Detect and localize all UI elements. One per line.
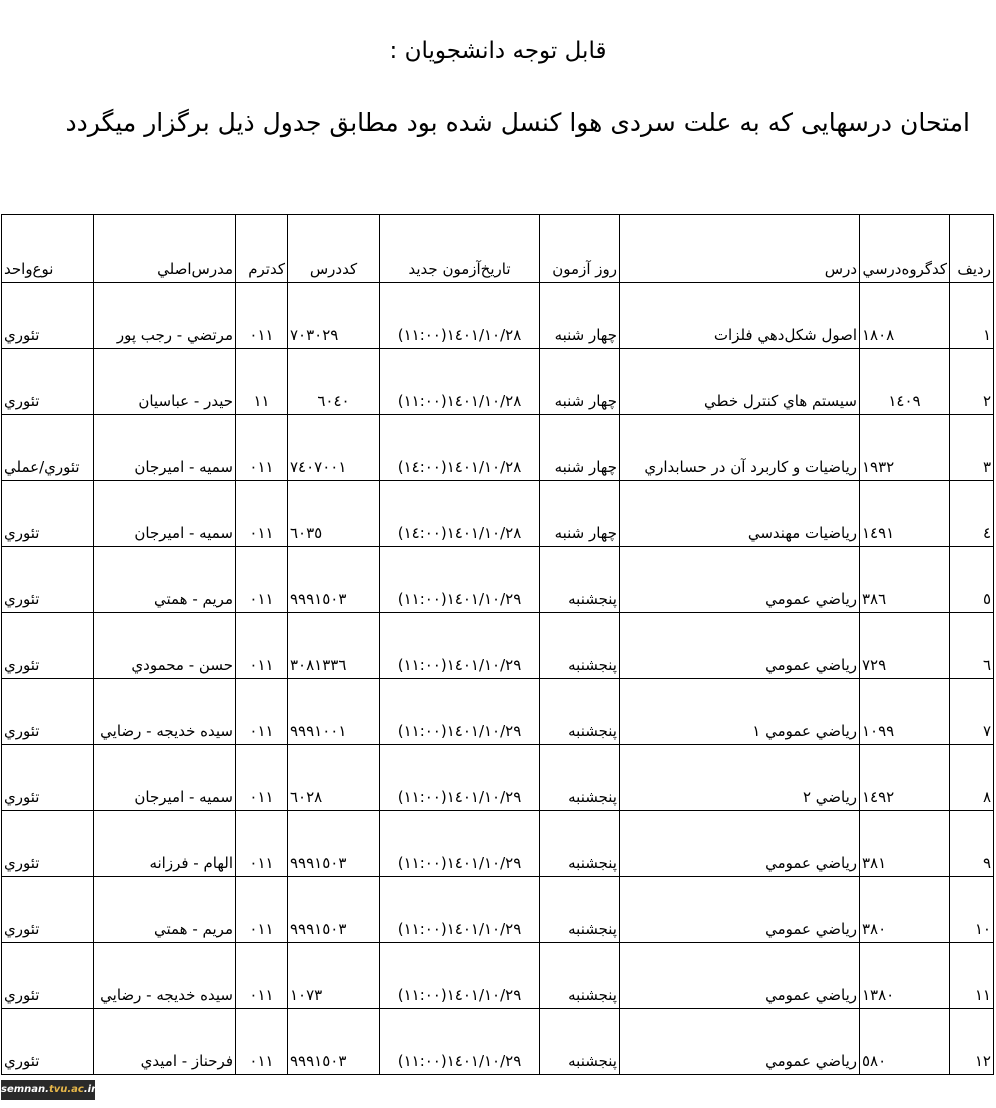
watermark-accent: tvu.ac — [48, 1084, 84, 1095]
cell-exam-day: پنجشنبه — [540, 613, 620, 679]
cell-new-exam-date: ١٤٠١/١٠/٢٨(١٤:٠٠) — [380, 415, 540, 481]
header-unit-type: نوع‌واحد — [2, 215, 94, 283]
cell-new-exam-date: ١٤٠١/١٠/٢٩(١١:٠٠) — [380, 679, 540, 745]
cell-course: رياضي عمومي — [620, 613, 860, 679]
cell-unit-type: تئوري/عملي — [2, 415, 94, 481]
cell-course-code: ٦٠٤٠ — [288, 349, 380, 415]
cell-unit-type: تئوري — [2, 811, 94, 877]
cell-exam-day: چهار شنبه — [540, 481, 620, 547]
cell-radif: ٤ — [950, 481, 994, 547]
cell-new-exam-date: ١٤٠١/١٠/٢٩(١١:٠٠) — [380, 811, 540, 877]
table-row — [2, 679, 994, 745]
cell-exam-day: پنجشنبه — [540, 745, 620, 811]
table-row — [2, 283, 994, 349]
cell-course-code: ٩٩٩١٥٠٣ — [288, 547, 380, 613]
cell-exam-day: چهار شنبه — [540, 283, 620, 349]
cell-course: اصول شكل‌دهي فلزات — [620, 283, 860, 349]
exam-schedule-table — [1, 214, 994, 1075]
table-row — [2, 613, 994, 679]
cell-course-code: ٩٩٩١٥٠٣ — [288, 811, 380, 877]
cell-term-code: ٠١١ — [236, 415, 288, 481]
cell-course: رياضي ٢ — [620, 745, 860, 811]
site-watermark — [1, 1080, 95, 1100]
table-row — [2, 943, 994, 1009]
cell-instructor: سيده خديجه - رضايي — [94, 943, 236, 1009]
cell-exam-day: پنجشنبه — [540, 943, 620, 1009]
cell-exam-day: پنجشنبه — [540, 811, 620, 877]
cell-group-code: ١٤٩٢ — [860, 745, 950, 811]
cell-exam-day: پنجشنبه — [540, 547, 620, 613]
table-row — [2, 1009, 994, 1075]
cell-new-exam-date: ١٤٠١/١٠/٢٩(١١:٠٠) — [380, 613, 540, 679]
cell-new-exam-date: ١٤٠١/١٠/٢٩(١١:٠٠) — [380, 547, 540, 613]
table-header-row — [2, 215, 994, 283]
cell-radif: ٧ — [950, 679, 994, 745]
cell-radif: ٥ — [950, 547, 994, 613]
cell-course: رياضيات و كاربرد آن در حسابداري — [620, 415, 860, 481]
cell-group-code: ٣٨٠ — [860, 877, 950, 943]
cell-radif: ١٢ — [950, 1009, 994, 1075]
cell-group-code: ١٩٣٢ — [860, 415, 950, 481]
cell-new-exam-date: ١٤٠١/١٠/٢٨(١١:٠٠) — [380, 283, 540, 349]
notice-text: امتحان درسهایی که به علت سردی هوا کنسل شده بود مطابق جدول ذیل برگزار میگردد — [65, 108, 970, 137]
cell-term-code: ٠١١ — [236, 679, 288, 745]
cell-unit-type: تئوري — [2, 283, 94, 349]
cell-course: رياضي عمومي — [620, 943, 860, 1009]
cell-term-code: ٠١١ — [236, 1009, 288, 1075]
cell-term-code: ٠١١ — [236, 547, 288, 613]
watermark-prefix: semnan. — [1, 1084, 49, 1095]
cell-instructor: سميه - اميرجان — [94, 481, 236, 547]
table-row — [2, 349, 994, 415]
cell-group-code: ٣٨٦ — [860, 547, 950, 613]
cell-exam-day: پنجشنبه — [540, 1009, 620, 1075]
cell-course-code: ٩٩٩١٥٠٣ — [288, 1009, 380, 1075]
cell-radif: ٨ — [950, 745, 994, 811]
cell-radif: ١١ — [950, 943, 994, 1009]
notice-title: قابل توجه دانشجویان : — [389, 38, 607, 64]
cell-course-code: ٧٠٣٠٢٩ — [288, 283, 380, 349]
cell-radif: ٢ — [950, 349, 994, 415]
cell-term-code: ٠١١ — [236, 283, 288, 349]
cell-unit-type: تئوري — [2, 877, 94, 943]
cell-course: رياضي عمومي — [620, 1009, 860, 1075]
cell-new-exam-date: ١٤٠١/١٠/٢٨(١٤:٠٠) — [380, 481, 540, 547]
cell-course-code: ١٠٧٣ — [288, 943, 380, 1009]
cell-group-code: ١٨٠٨ — [860, 283, 950, 349]
cell-course: سيستم هاي كنترل خطي — [620, 349, 860, 415]
cell-group-code: ٧٢٩ — [860, 613, 950, 679]
header-instructor: مدرس‌اصلي — [94, 215, 236, 283]
cell-new-exam-date: ١٤٠١/١٠/٢٩(١١:٠٠) — [380, 745, 540, 811]
cell-radif: ٣ — [950, 415, 994, 481]
table-row — [2, 877, 994, 943]
table-row — [2, 811, 994, 877]
cell-exam-day: چهار شنبه — [540, 349, 620, 415]
header-course-code: كددرس — [288, 215, 380, 283]
cell-course-code: ٦٠٢٨ — [288, 745, 380, 811]
table-row — [2, 415, 994, 481]
cell-course-code: ٩٩٩١٠٠١ — [288, 679, 380, 745]
cell-course-code: ٣٠٨١٣٣٦ — [288, 613, 380, 679]
cell-unit-type: تئوري — [2, 1009, 94, 1075]
watermark-suffix: .ir — [83, 1084, 97, 1095]
cell-exam-day: پنجشنبه — [540, 679, 620, 745]
cell-radif: ٩ — [950, 811, 994, 877]
cell-course: رياضي عمومي — [620, 811, 860, 877]
cell-new-exam-date: ١٤٠١/١٠/٢٩(١١:٠٠) — [380, 1009, 540, 1075]
cell-unit-type: تئوري — [2, 613, 94, 679]
cell-unit-type: تئوري — [2, 943, 94, 1009]
cell-term-code: ٠١١ — [236, 481, 288, 547]
cell-radif: ١ — [950, 283, 994, 349]
header-radif: رديف — [950, 215, 994, 283]
cell-new-exam-date: ١٤٠١/١٠/٢٨(١١:٠٠) — [380, 349, 540, 415]
cell-radif: ٦ — [950, 613, 994, 679]
cell-instructor: فرحناز - اميدي — [94, 1009, 236, 1075]
cell-instructor: مريم - همتي — [94, 877, 236, 943]
cell-exam-day: پنجشنبه — [540, 877, 620, 943]
cell-instructor: حسن - محمودي — [94, 613, 236, 679]
cell-new-exam-date: ١٤٠١/١٠/٢٩(١١:٠٠) — [380, 877, 540, 943]
cell-term-code: ٠١١ — [236, 943, 288, 1009]
cell-instructor: سيده خديجه - رضايي — [94, 679, 236, 745]
cell-instructor: سميه - اميرجان — [94, 415, 236, 481]
cell-term-code: ١١ — [236, 349, 288, 415]
cell-unit-type: تئوري — [2, 547, 94, 613]
cell-course: رياضي عمومي — [620, 877, 860, 943]
cell-instructor: حيدر - عباسيان — [94, 349, 236, 415]
cell-unit-type: تئوري — [2, 349, 94, 415]
table-row — [2, 745, 994, 811]
cell-group-code: ١٤٩١ — [860, 481, 950, 547]
cell-group-code: ٥٨٠ — [860, 1009, 950, 1075]
cell-exam-day: چهار شنبه — [540, 415, 620, 481]
cell-course-code: ٦٠٣٥ — [288, 481, 380, 547]
cell-course: رياضي عمومي ١ — [620, 679, 860, 745]
cell-instructor: الهام - فرزانه — [94, 811, 236, 877]
cell-unit-type: تئوري — [2, 745, 94, 811]
cell-unit-type: تئوري — [2, 481, 94, 547]
cell-course: رياضي عمومي — [620, 547, 860, 613]
header-term-code: كدترم — [236, 215, 288, 283]
header-exam-day: روز آزمون — [540, 215, 620, 283]
header-new-exam-date: تاريخ‌آزمون جديد — [380, 215, 540, 283]
cell-term-code: ٠١١ — [236, 613, 288, 679]
cell-group-code: ١٠٩٩ — [860, 679, 950, 745]
cell-term-code: ٠١١ — [236, 745, 288, 811]
cell-course-code: ٩٩٩١٥٠٣ — [288, 877, 380, 943]
cell-course: رياضيات مهندسي — [620, 481, 860, 547]
cell-instructor: مريم - همتي — [94, 547, 236, 613]
table-row — [2, 481, 994, 547]
cell-instructor: سميه - اميرجان — [94, 745, 236, 811]
cell-term-code: ٠١١ — [236, 811, 288, 877]
cell-term-code: ٠١١ — [236, 877, 288, 943]
cell-instructor: مرتضي - رجب پور — [94, 283, 236, 349]
cell-group-code: ١٤٠٩ — [860, 349, 950, 415]
cell-group-code: ١٣٨٠ — [860, 943, 950, 1009]
cell-new-exam-date: ١٤٠١/١٠/٢٩(١١:٠٠) — [380, 943, 540, 1009]
table-row — [2, 547, 994, 613]
header-course: درس — [620, 215, 860, 283]
cell-course-code: ٧٤٠٧٠٠١ — [288, 415, 380, 481]
cell-radif: ١٠ — [950, 877, 994, 943]
cell-group-code: ٣٨١ — [860, 811, 950, 877]
header-group-code: كدگروه‌درسي — [860, 215, 950, 283]
cell-unit-type: تئوري — [2, 679, 94, 745]
